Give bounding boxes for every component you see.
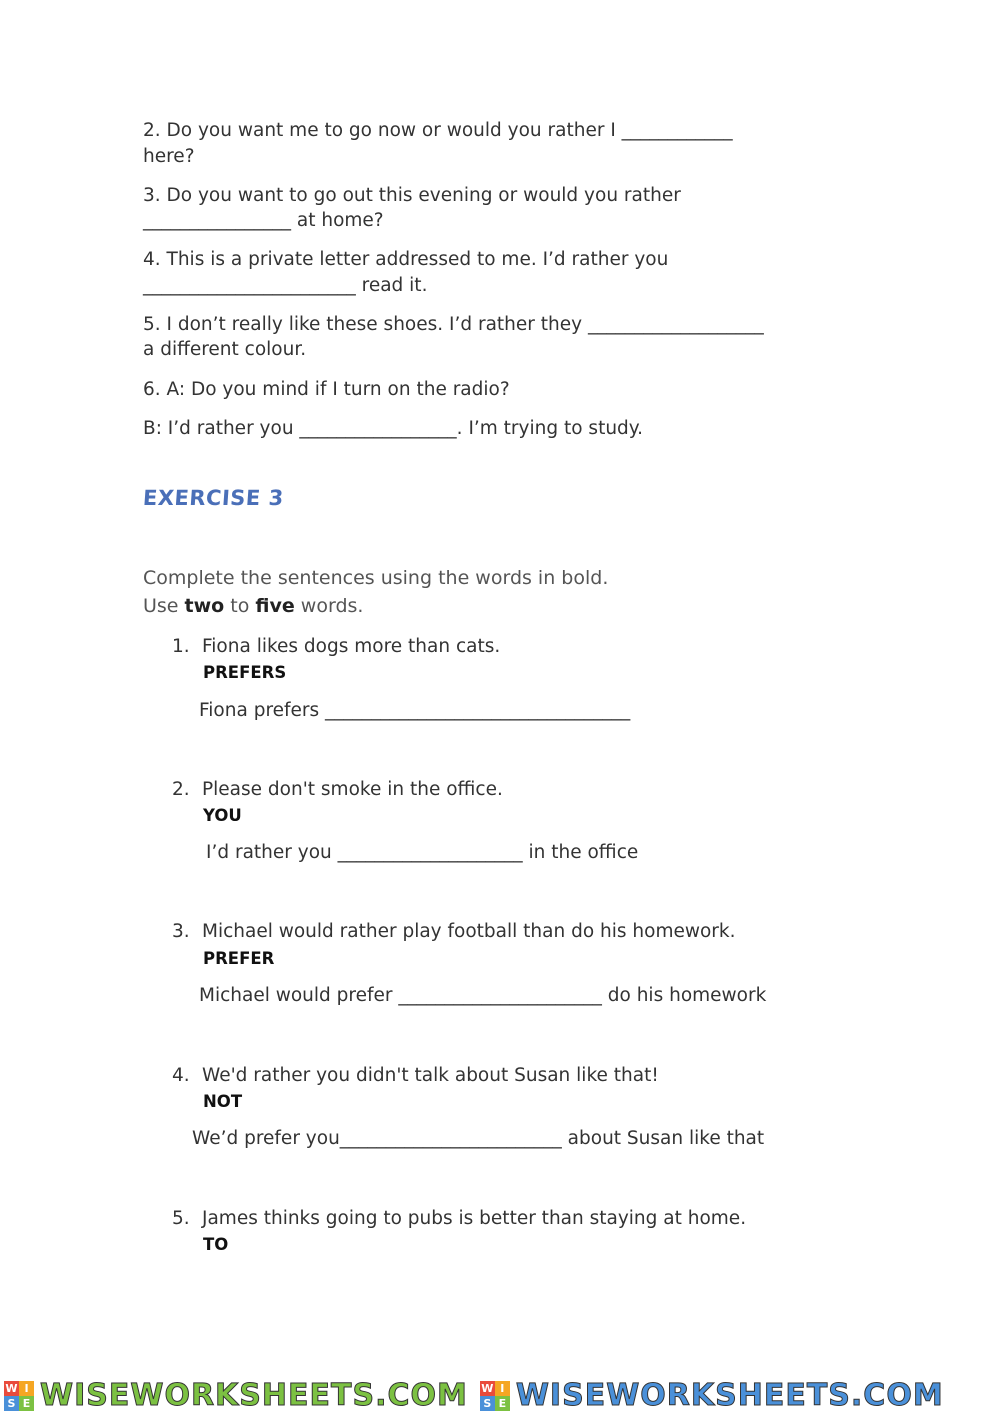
- exercise-3-title: EXERCISE 3: [142, 486, 285, 510]
- answer-field[interactable]: We’d prefer you________________________ about Susan like that: [192, 1128, 765, 1149]
- keyword: PREFER: [203, 949, 275, 968]
- keyword: TO: [203, 1235, 229, 1254]
- instruction-text: Use: [143, 595, 185, 617]
- answer-field[interactable]: Fiona prefers _________________________________: [199, 700, 631, 721]
- answer-field[interactable]: Michael would prefer ______________________ do his homework: [199, 985, 767, 1006]
- ex2-line: 4. This is a private letter addressed to me. I’d rather you: [143, 249, 669, 270]
- ex2-line: 3. Do you want to go out this evening or would you rather: [143, 185, 681, 206]
- question-number: 4.: [172, 1065, 190, 1086]
- question: [172, 1207, 746, 1231]
- question-text: Michael would rather play football than do his homework.: [202, 921, 736, 942]
- ex2-line: 6. A: Do you mind if I turn on the radio?: [143, 379, 510, 400]
- question-text: Fiona likes dogs more than cats.: [202, 636, 501, 657]
- brand-text: [516, 1379, 944, 1413]
- brand-wordmark: WISEWORKSHEETS.COM: [515, 1377, 944, 1413]
- ex2-line: ________________ at home?: [143, 210, 384, 231]
- grid-letter: E: [495, 1396, 510, 1411]
- footer-watermark: [0, 1378, 1000, 1413]
- question-number: 1.: [172, 636, 190, 657]
- question-text: Please don't smoke in the office.: [202, 779, 503, 800]
- question: [172, 635, 500, 659]
- brand-logo: [4, 1378, 468, 1413]
- brand-grid-icon: [480, 1381, 510, 1411]
- question-number: 2.: [172, 779, 190, 800]
- grid-letter: E: [19, 1396, 34, 1411]
- question-text: James thinks going to pubs is better than staying at home.: [202, 1208, 747, 1229]
- grid-letter: W: [5, 1381, 18, 1395]
- answer-field[interactable]: I’d rather you ____________________ in the office: [206, 842, 639, 863]
- grid-letter: W: [481, 1381, 494, 1395]
- ex2-line: here?: [143, 146, 195, 167]
- instruction-line-2: [143, 592, 363, 620]
- question: [172, 778, 503, 802]
- ex2-line: B: I’d rather you _________________. I’m trying to study.: [143, 418, 643, 439]
- brand-text: [40, 1379, 468, 1413]
- instruction-line-1: Complete the sentences using the words in bold.: [143, 567, 609, 589]
- grid-letter: I: [495, 1381, 510, 1396]
- ex2-line: a different colour.: [143, 339, 307, 360]
- brand-wordmark: WISEWORKSHEETS.COM: [40, 1377, 468, 1413]
- question: [172, 1064, 659, 1088]
- grid-letter: S: [4, 1396, 19, 1411]
- ex2-line: 2. Do you want me to go now or would you rather I ____________: [143, 120, 733, 141]
- question-number: 5.: [172, 1208, 190, 1229]
- instruction-bold: two: [184, 595, 225, 617]
- brand-grid-icon: [4, 1381, 34, 1411]
- brand-logo: [480, 1378, 944, 1413]
- grid-letter: I: [19, 1381, 34, 1396]
- question: [172, 920, 736, 944]
- keyword: YOU: [203, 806, 242, 825]
- question-number: 3.: [172, 921, 190, 942]
- grid-letter: S: [480, 1396, 495, 1411]
- ex2-line: _______________________ read it.: [143, 275, 428, 296]
- instruction-bold: five: [255, 595, 295, 617]
- instruction-text: to: [224, 595, 256, 617]
- keyword: PREFERS: [203, 663, 287, 682]
- instruction-text: words.: [294, 595, 364, 617]
- question-text: We'd rather you didn't talk about Susan like that!: [202, 1065, 659, 1086]
- ex2-line: 5. I don’t really like these shoes. I’d rather they ___________________: [143, 314, 764, 335]
- keyword: NOT: [203, 1092, 243, 1111]
